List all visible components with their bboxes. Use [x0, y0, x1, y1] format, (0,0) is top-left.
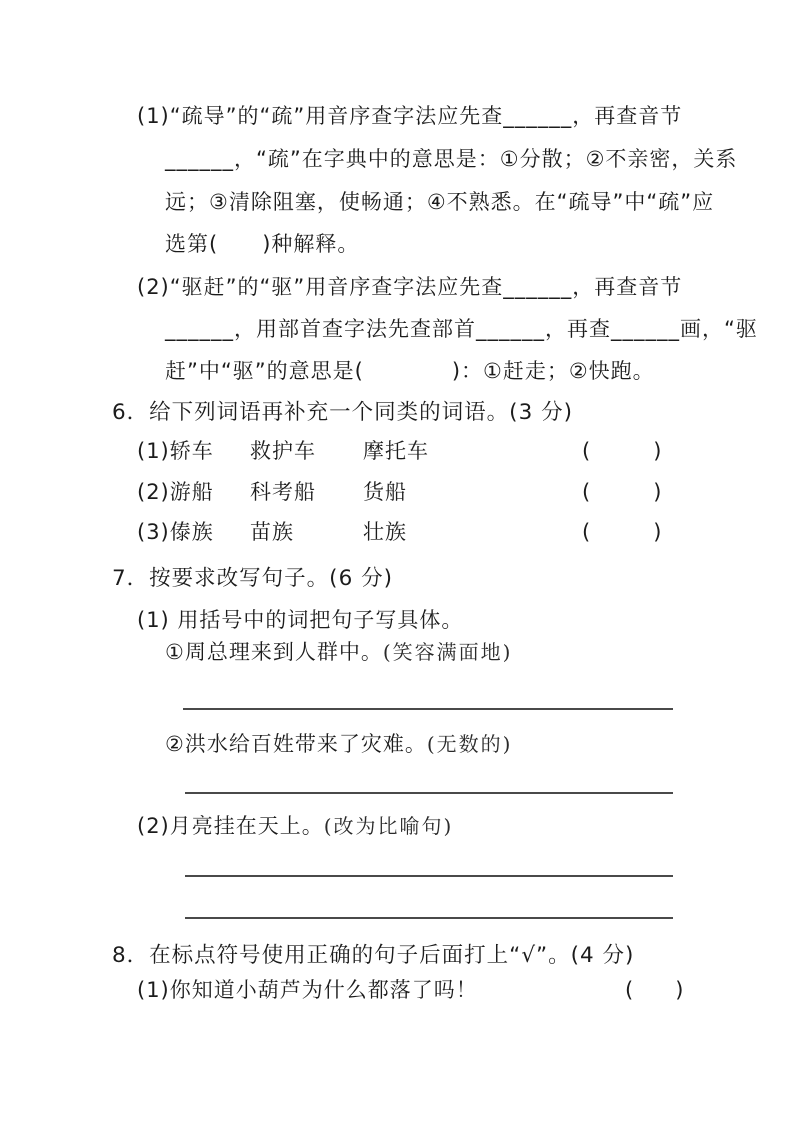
q5-item2-line1: (2)“驱赶”的“驱”用音序查字法应先查______，再查音节	[137, 275, 683, 299]
q7-sub2-answer-line2[interactable]	[185, 917, 673, 919]
q7-sub1-label: (1) 用括号中的词把句子写具体。	[137, 608, 464, 632]
q7-title: 7．按要求改写句子。(6 分)	[112, 566, 393, 591]
q5-item2-line2: ______，用部首查字法先查部首______，再查______画，“驱	[165, 317, 758, 341]
q7-sub2-text: (2)月亮挂在天上。	[137, 814, 324, 838]
q6-row3-answer-paren[interactable]: ( )	[582, 520, 662, 544]
q7-item1-answer-line[interactable]	[183, 708, 673, 710]
q7-item1-text: ①周总理来到人群中。	[165, 640, 383, 664]
q5-item1-line2: ______，“疏”在字典中的意思是：①分散；②不亲密，关系	[165, 147, 738, 171]
q6-row1-word3: 摩托车	[363, 439, 429, 463]
q6-row2-word2: 科考船	[250, 480, 316, 504]
q8-item1-answer-paren[interactable]: ( )	[625, 978, 684, 1002]
q5-item1-line3: 远；③清除阻塞，使畅通；④不熟悉。在“疏导”中“疏”应	[165, 190, 715, 214]
q6-row1-answer-paren[interactable]: ( )	[582, 439, 662, 463]
q7-item2	[165, 732, 512, 757]
q6-row3-label: (3)傣族	[137, 520, 214, 544]
q8-title: 8．在标点符号使用正确的句子后面打上“√”。(4 分)	[112, 943, 635, 968]
q7-sub2-answer-line1[interactable]	[185, 875, 673, 877]
q6-row1-word2: 救护车	[250, 439, 316, 463]
q7-sub2	[137, 814, 453, 839]
q7-sub2-hint: (改为比喻句)	[323, 814, 454, 838]
q6-row3-word2: 苗族	[250, 520, 294, 544]
q7-item2-answer-line[interactable]	[185, 792, 673, 794]
q7-item2-text: ②洪水给百姓带来了灾难。	[165, 732, 427, 756]
q7-item1-hint: (笑容满面地)	[382, 640, 513, 664]
q7-item1	[165, 640, 512, 665]
q5-item1-line4: 选第( )种解释。	[165, 232, 360, 256]
q5-item1-line1: (1)“疏导”的“疏”用音序查字法应先查______，再查音节	[137, 104, 683, 128]
q6-row2-word3: 货船	[363, 480, 407, 504]
q7-item2-hint: (无数的)	[426, 732, 513, 756]
q5-item2-line3: 赶”中“驱”的意思是( )：①赶走；②快跑。	[165, 359, 655, 383]
q6-row2-label: (2)游船	[137, 480, 214, 504]
q6-title: 6．给下列词语再补充一个同类的词语。(3 分)	[112, 400, 573, 425]
q6-row3-word3: 壮族	[363, 520, 407, 544]
q8-item1-text: (1)你知道小葫芦为什么都落了吗！	[137, 978, 478, 1002]
q6-row1-label: (1)轿车	[137, 439, 214, 463]
q6-row2-answer-paren[interactable]: ( )	[582, 480, 662, 504]
